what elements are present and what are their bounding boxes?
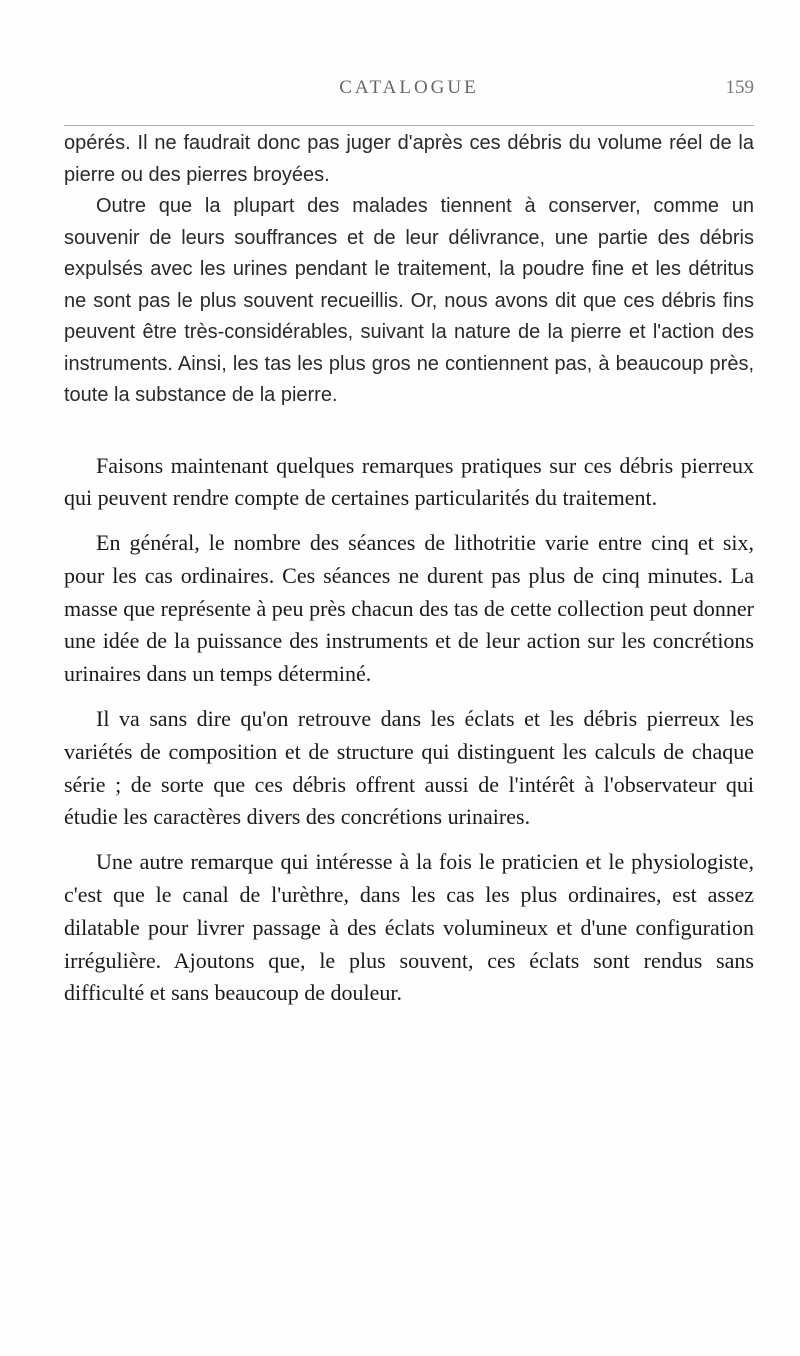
running-title: CATALOGUE bbox=[339, 77, 479, 98]
running-head bbox=[64, 77, 754, 107]
paragraph: Faisons maintenant quelques remarques pratiques sur ces débris pierreux qui peuvent rendre compte de certaines particularités du traitement. bbox=[64, 452, 754, 511]
paragraph: Une autre remarque qui intéresse à la fois le praticien et le physiologiste, c'est que le canal de l'urèthre, dans les cas les plus ordinaires, est assez dilatable pour livrer passage à des éclats volumineux et d'une configuration irrégulière. Ajoutons que, le plus souvent, ces éclats sont rendus sans difficulté et sans beaucoup de douleur. bbox=[64, 849, 754, 1006]
paragraph: En général, le nombre des séances de lithotritie varie entre cinq et six, pour les cas ordinaires. Ces séances ne durent pas plus de cinq minutes. La masse que représente à peu près chacun des tas de cette collection peut donner une idée de la puissance des instruments et de leur action sur les concrétions urinaires dans un temps déterminé. bbox=[64, 530, 754, 687]
section-gap bbox=[64, 412, 754, 450]
header-rule bbox=[64, 125, 754, 126]
paragraph-continued: opérés. Il ne faudrait donc pas juger d'après ces débris du volume réel de la pierre ou des pierres broyées. bbox=[64, 132, 754, 186]
main-text-section bbox=[64, 450, 754, 1011]
paragraph: Outre que la plupart des malades tiennent à conserver, comme un souvenir de leurs souffrances et de leur délivrance, une partie des débris expulsés avec les urines pendant le traitement, la poudre fine et les détritus ne sont pas le plus souvent recueillis. Or, nous avons dit que ces débris fins peuvent être très-considérables, suivant la nature de la pierre et l'action des instruments. Ainsi, les tas les plus gros ne contiennent pas, à beaucoup près, toute la substance de la pierre. bbox=[64, 195, 754, 406]
page-number: 159 bbox=[725, 77, 754, 98]
paragraph: Il va sans dire qu'on retrouve dans les éclats et les débris pierreux les variétés de composition et de structure qui distinguent les calculs de chaque série ; de sorte que ces débris offrent aussi de l'intérêt à l'observateur qui étudie les caractères divers des concrétions urinaires. bbox=[64, 706, 754, 830]
small-print-section bbox=[64, 128, 754, 412]
body-text bbox=[64, 128, 754, 1022]
